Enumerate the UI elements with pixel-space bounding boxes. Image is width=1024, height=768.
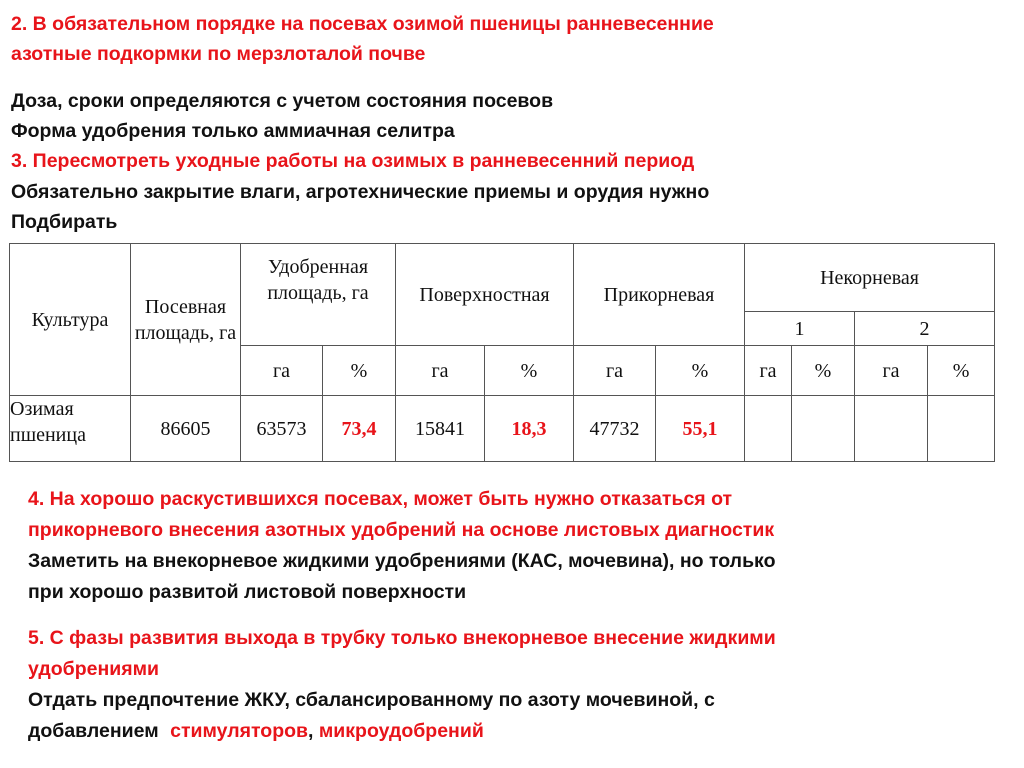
sown-value: 86605 bbox=[131, 396, 241, 462]
unit-ha: га bbox=[855, 346, 928, 396]
point-2-line-1: 2. В обязательном порядке на посевах озимой пшеницы ранневесенние bbox=[11, 13, 714, 35]
additives-line bbox=[28, 716, 484, 746]
microfertilizers-text: микроудобрений bbox=[318, 720, 484, 742]
empty-cell bbox=[792, 396, 855, 462]
fertilizer-table bbox=[9, 243, 995, 462]
header-foliar-2: 2 bbox=[855, 312, 995, 346]
unit-ha: га bbox=[396, 346, 485, 396]
replace-line-1: Заметить на внекорневое жидкими удобрениями (КАС, мочевина), но только bbox=[28, 550, 776, 572]
unit-ha: га bbox=[574, 346, 656, 396]
header-root: Прикорневая bbox=[574, 244, 745, 346]
select-text: Подбирать bbox=[11, 211, 118, 233]
unit-percent: % bbox=[485, 346, 574, 396]
point-5-line-1: 5. С фазы развития выхода в трубку только внекорневое внесение жидкими bbox=[28, 627, 776, 649]
fertilized-ha: 63573 bbox=[241, 396, 323, 462]
moisture-text: Обязательно закрытие влаги, агротехнические приемы и орудия нужно bbox=[11, 181, 710, 203]
dose-text: Доза, сроки определяются с учетом состояния посевов bbox=[11, 90, 554, 112]
unit-ha: га bbox=[745, 346, 792, 396]
form-text: Форма удобрения только аммиачная селитра bbox=[11, 120, 455, 142]
header-fertilized-area: Удобренная площадь, га bbox=[241, 244, 396, 346]
empty-cell bbox=[855, 396, 928, 462]
surface-percent: 18,3 bbox=[485, 396, 574, 462]
table-row bbox=[10, 396, 995, 462]
header-foliar: Некорневая bbox=[745, 244, 995, 312]
unit-ha: га bbox=[241, 346, 323, 396]
point-4-line-1: 4. На хорошо раскустившихся посевах, может быть нужно отказаться от bbox=[28, 488, 733, 510]
point-2-line-2: азотные подкормки по мерзлоталой почве bbox=[11, 43, 426, 65]
header-foliar-1: 1 bbox=[745, 312, 855, 346]
empty-cell bbox=[745, 396, 792, 462]
crop-name: Озимая пшеница bbox=[10, 396, 131, 462]
empty-cell bbox=[928, 396, 995, 462]
point-3-heading: 3. Пересмотреть уходные работы на озимых в ранневесенний период bbox=[11, 150, 695, 172]
comma-text: , bbox=[308, 720, 314, 742]
unit-percent: % bbox=[323, 346, 396, 396]
stimulators-text: стимуляторов bbox=[170, 720, 309, 742]
surface-ha: 15841 bbox=[396, 396, 485, 462]
header-sown-area: Посевная площадь, га bbox=[131, 244, 241, 396]
root-ha: 47732 bbox=[574, 396, 656, 462]
unit-percent: % bbox=[656, 346, 745, 396]
fertilized-percent: 73,4 bbox=[323, 396, 396, 462]
prefer-text: Отдать предпочтение ЖКУ, сбалансированному по азоту мочевиной, с bbox=[28, 689, 715, 711]
root-percent: 55,1 bbox=[656, 396, 745, 462]
header-culture: Культура bbox=[10, 244, 131, 396]
header-surface: Поверхностная bbox=[396, 244, 574, 346]
replace-line-2: при хорошо развитой листовой поверхности bbox=[28, 581, 467, 603]
unit-percent: % bbox=[928, 346, 995, 396]
additives-prefix: добавлением bbox=[28, 720, 159, 742]
point-5-line-2: удобрениями bbox=[28, 658, 160, 680]
unit-percent: % bbox=[792, 346, 855, 396]
point-4-line-2: прикорневого внесения азотных удобрений на основе листовых диагностик bbox=[28, 519, 775, 541]
